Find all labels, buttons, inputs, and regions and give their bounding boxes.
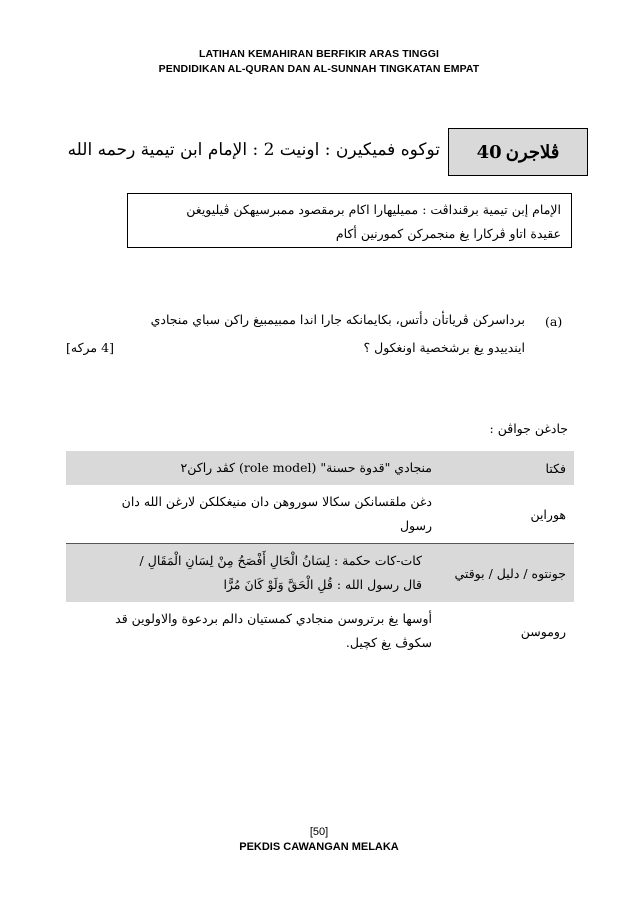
content-line: أوسها يغ برتروسن منجادي کمستيان دالم بردعوة والاولوين قد xyxy=(115,611,432,626)
content-line: رسول xyxy=(399,518,432,533)
header-aspect-cell: فکتا xyxy=(440,451,574,485)
table-row xyxy=(66,544,574,603)
answer-intro: جادغن جواڤن : xyxy=(489,421,568,436)
row-aspect-conclusion: روموسن xyxy=(520,623,566,639)
content-line: قال رسول الله : قُلِ الْحَقَّ وَلَوْ كَانَ مُرًّا xyxy=(223,577,422,592)
objective-box xyxy=(127,193,572,248)
row-content-explanation xyxy=(66,485,440,544)
header-content-cell: منجادي "قدوة حسنة" (role model) کڤد راکن٢ xyxy=(66,451,440,485)
row-content-conclusion xyxy=(66,602,440,660)
lesson-label-word: ڤلاجرن xyxy=(505,141,560,163)
question-label: (a) xyxy=(545,314,563,329)
objective-line-2: عقيدة اتاو ڤرکارا يغ منجمرکن کمورنين أکام xyxy=(335,226,561,241)
table-header-row xyxy=(66,451,574,485)
question-line-1: برداسرکن ڤرياتأن دأتس، بکايمانکه جارا اندا ممبيمبيغ راکن سباي منجادي xyxy=(150,312,525,327)
row-content-evidence xyxy=(66,544,440,603)
lesson-label-number: 40 xyxy=(476,141,502,163)
content-line: کات-کات حکمة : لِسَانُ الْحَالِ أَفْصَحُ مِنْ لِسَانِ الْمَقَالِ / xyxy=(139,553,422,568)
content-line: دغن ملقسانکن سکالا سوروهن دان منيغکلکن لارغن الله دان xyxy=(121,494,432,509)
content-line: سکوڤ يغ کچيل. xyxy=(345,635,432,650)
page-title: توکوه فميکيرن : اونيت 2 : الإمام ابن تيمية رحمه الله xyxy=(67,140,440,160)
row-aspect-evidence: جونتوه / دليل / بوقتي xyxy=(440,544,574,603)
table-row xyxy=(66,602,574,660)
page-number: [50] xyxy=(309,826,329,838)
footer-org: PEKDIS CAWANGAN MELAKA xyxy=(239,841,399,853)
header-line-1: LATIHAN KEMAHIRAN BERFIKIR ARAS TINGGI xyxy=(198,48,440,60)
question-line-2: ايندييدو يغ برشخصية اونغکول ؟ xyxy=(363,340,525,355)
answer-table xyxy=(66,451,574,660)
row-aspect-explanation: هوراين xyxy=(440,485,574,544)
objective-line-1: الإمام إبن تيمية برقنداڤت : مميليهارا اکام برمقصود ممبرسيهکن ڤيليويغن xyxy=(186,202,561,217)
question-marks: [4 مرکه] xyxy=(66,340,114,355)
lesson-label-box xyxy=(448,128,588,176)
header-line-2: PENDIDIKAN AL-QURAN DAN AL-SUNNAH TINGKATAN EMPAT xyxy=(158,63,480,75)
table-row xyxy=(66,485,574,544)
